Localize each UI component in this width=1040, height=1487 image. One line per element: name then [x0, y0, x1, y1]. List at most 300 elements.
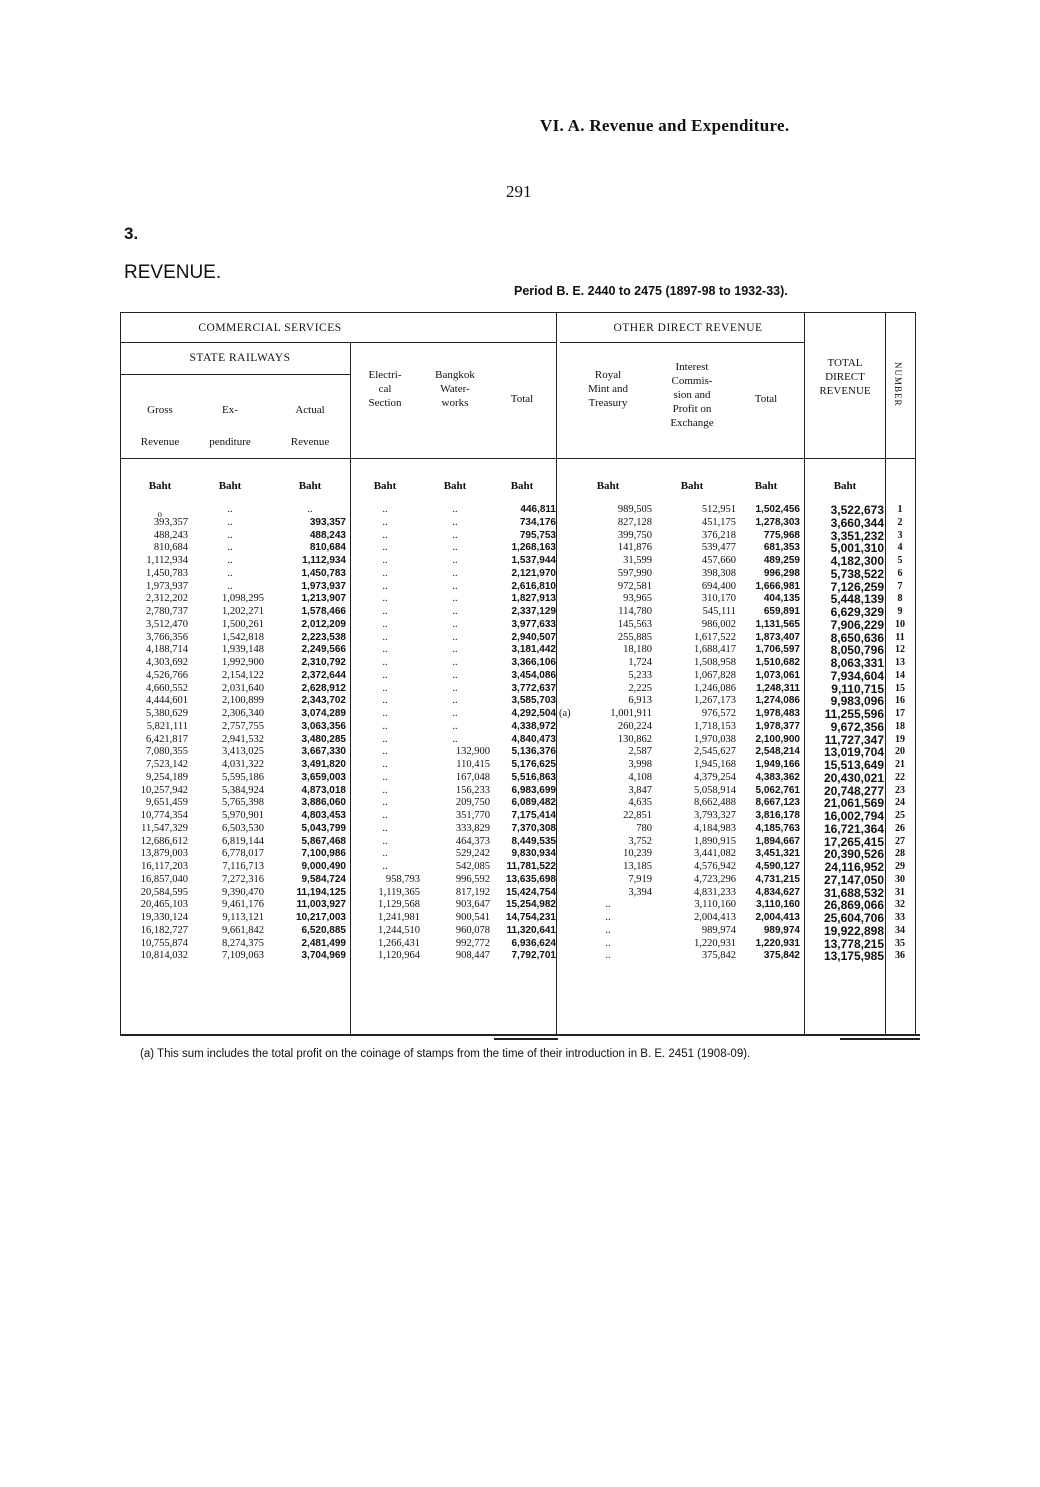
cell-expenditure: .. [227, 542, 233, 554]
cell-gross: 20,584,595 [140, 886, 188, 898]
cell-total-direct: 16,002,794 [823, 809, 884, 823]
cell-interest: 3,793,327 [694, 810, 736, 821]
rule [494, 1038, 558, 1040]
cell-total-other: 681,353 [763, 542, 800, 554]
cell-gross: 5,380,629 [146, 708, 188, 719]
cell-total-comm: 3,772,637 [511, 682, 556, 694]
cell-total-direct: 19,922,898 [823, 923, 884, 938]
cell-total-other: 1,278,303 [755, 516, 800, 528]
cell-total-other: 4,383,362 [755, 771, 800, 783]
cell-total-direct: 20,748,277 [823, 783, 884, 798]
cell-expenditure: 2,306,340 [222, 708, 264, 719]
cell-total-comm: 14,754,231 [505, 912, 556, 923]
rule [885, 312, 886, 1034]
cell-bangkok: .. [452, 631, 458, 643]
row-number: 9 [897, 606, 903, 617]
cell-electrical: .. [382, 567, 388, 579]
cell-gross: 10,774,354 [140, 810, 188, 821]
cell-actual: 2,310,792 [301, 657, 346, 668]
cell-gross: 12,686,612 [140, 835, 188, 847]
cell-gross: 3,766,356 [146, 631, 188, 643]
cell-actual: 5,867,468 [301, 835, 346, 847]
cell-total-direct: 24,116,952 [824, 860, 884, 874]
cell-gross: 10,755,874 [140, 937, 188, 949]
cell-expenditure: .. [227, 529, 233, 541]
cell-expenditure: .. [227, 567, 233, 579]
cell-gross: 9,651,459 [146, 797, 188, 809]
cell-actual: 810,684 [309, 542, 346, 554]
cell-gross: 810,684 [153, 542, 188, 554]
cell-total-other: 1,978,377 [755, 720, 800, 732]
cell-gross: 7,523,142 [146, 759, 188, 770]
cell-interest: 512,951 [701, 504, 736, 515]
cell-bangkok: 903,647 [455, 899, 490, 911]
cell-bangkok: .. [452, 708, 458, 719]
cell-total-direct: 3,351,232 [830, 528, 884, 543]
cell-total-direct: 15,513,649 [823, 758, 884, 772]
cell-total-comm: 7,792,701 [511, 950, 556, 962]
cell-expenditure: 6,819,144 [222, 835, 264, 847]
row-number: 1 [897, 504, 903, 515]
cell-total-comm: 3,366,106 [511, 657, 556, 668]
cell-total-comm: 5,516,863 [511, 771, 556, 783]
unit-label: Baht [298, 480, 322, 492]
cell-actual: 2,012,209 [301, 618, 346, 630]
cell-total-other: 1,220,931 [755, 937, 800, 949]
row-number: 27 [895, 835, 905, 847]
cell-total-comm: 3,454,086 [511, 669, 556, 681]
cell-gross: 10,814,032 [140, 950, 188, 962]
note-marker: (a) [559, 708, 571, 719]
cell-actual: 11,003,927 [296, 899, 346, 911]
section-heading: VI. A. Revenue and Expenditure. [540, 116, 790, 135]
cell-royal-mint: 93,965 [623, 593, 652, 605]
cell-total-other: 775,968 [763, 529, 800, 541]
cell-total-comm: 9,830,934 [511, 848, 556, 860]
cell-total-comm: 446,811 [520, 504, 556, 515]
period-label: Period B. E. 2440 to 2475 (1897-98 to 1932-33). [514, 284, 788, 298]
row-number: 28 [895, 848, 905, 860]
cell-gross: 16,857,040 [140, 873, 188, 885]
cell-electrical: .. [382, 593, 388, 605]
cell-actual: 1,213,907 [301, 593, 346, 605]
cell-actual: 3,667,330 [301, 746, 346, 758]
cell-total-direct: 6,629,329 [830, 605, 884, 619]
cell-total-other: 2,100,900 [755, 733, 800, 745]
cell-total-other: 1,706,597 [755, 644, 800, 656]
cell-electrical: .. [382, 797, 388, 809]
cell-total-other: 489,259 [763, 555, 800, 566]
cell-expenditure: 5,595,186 [222, 771, 264, 783]
cell-electrical: .. [382, 618, 388, 630]
cell-gross: 4,444,601 [146, 695, 188, 707]
cell-interest: 1,718,153 [694, 720, 736, 732]
cell-total-direct: 4,182,300 [830, 554, 884, 568]
cell-total-comm: 2,616,810 [511, 580, 556, 592]
rule [120, 458, 915, 459]
cell-bangkok: 529,242 [455, 848, 490, 860]
cell-gross: 1,450,783 [146, 567, 188, 579]
col-header-royal-mint: Royal Mint and Treasury [587, 369, 629, 409]
cell-bangkok: .. [452, 644, 458, 656]
col-header-actual: Actual Revenue [290, 404, 330, 448]
rule [560, 342, 804, 343]
group-other-direct-revenue: OTHER DIRECT REVENUE [613, 322, 763, 334]
cell-total-other: 1,502,456 [755, 504, 800, 515]
cell-gross: 2,312,202 [146, 593, 188, 605]
cell-interest: 2,004,413 [694, 912, 736, 923]
cell-total-other: 1,131,565 [755, 618, 800, 630]
unit-label: Baht [510, 480, 534, 492]
cell-interest: 976,572 [701, 708, 736, 719]
row-number: 26 [895, 822, 905, 834]
cell-expenditure: 2,100,899 [222, 695, 264, 707]
cell-interest: 5,058,914 [694, 784, 736, 796]
cell-electrical: 1,266,431 [378, 937, 420, 949]
cell-mark: o [157, 509, 162, 519]
cell-gross: 16,182,727 [140, 924, 188, 936]
cell-total-other: 4,185,763 [755, 822, 800, 834]
cell-actual: 6,520,885 [301, 924, 346, 936]
cell-bangkok: .. [452, 504, 458, 515]
cell-royal-mint: 3,394 [628, 886, 652, 898]
cell-royal-mint: 260,224 [617, 720, 652, 732]
cell-royal-mint: 597,990 [617, 567, 652, 579]
cell-total-other: 3,816,178 [755, 810, 800, 821]
rule [120, 312, 121, 1034]
cell-electrical: .. [382, 631, 388, 643]
cell-interest: 3,441,082 [694, 848, 736, 860]
cell-electrical: .. [382, 861, 388, 872]
row-number: 10 [895, 618, 905, 630]
cell-interest: 4,576,942 [694, 861, 736, 872]
cell-bangkok: .. [452, 657, 458, 668]
row-number: 31 [895, 886, 905, 898]
cell-actual: 3,491,820 [301, 759, 346, 770]
row-number: 21 [895, 759, 905, 770]
cell-interest: 1,688,417 [694, 644, 736, 656]
rule [120, 312, 915, 313]
cell-total-other: 404,135 [763, 593, 800, 605]
cell-expenditure: 5,384,924 [222, 784, 264, 796]
cell-actual: 4,803,453 [301, 810, 346, 821]
cell-total-other: 1,666,981 [755, 580, 800, 592]
cell-total-comm: 2,940,507 [511, 631, 556, 643]
cell-gross: 10,257,942 [140, 784, 188, 796]
table-title: REVENUE. [124, 262, 222, 283]
row-number: 17 [895, 708, 905, 719]
rule [120, 1034, 920, 1036]
cell-actual: 5,043,799 [301, 822, 346, 834]
cell-total-direct: 11,727,347 [824, 732, 884, 747]
cell-actual: 393,357 [309, 516, 346, 528]
col-header-total-other: Total [754, 393, 778, 405]
cell-electrical: .. [382, 555, 388, 566]
cell-gross: 4,188,714 [146, 644, 188, 656]
cell-expenditure: 9,461,176 [222, 899, 264, 911]
cell-gross: 6,421,817 [146, 733, 188, 745]
cell-electrical: .. [382, 657, 388, 668]
cell-total-comm: 5,136,376 [511, 746, 556, 758]
cell-expenditure: 7,272,316 [222, 873, 264, 885]
cell-interest: 375,842 [701, 950, 736, 962]
cell-actual: 3,074,289 [301, 708, 346, 719]
cell-actual: 11,194,125 [296, 886, 346, 898]
cell-royal-mint: .. [605, 899, 611, 911]
cell-electrical: .. [382, 771, 388, 783]
footnote: (a) This sum includes the total profit on the coinage of stamps from the time of their introduction in B. E. 2451 (1908-09). [140, 1048, 751, 1060]
cell-interest: 4,831,233 [694, 886, 736, 898]
cell-total-comm: 5,176,625 [511, 759, 556, 770]
cell-total-direct: 20,390,526 [823, 847, 884, 862]
cell-total-direct: 17,265,415 [823, 834, 884, 849]
cell-actual: 2,223,538 [301, 631, 346, 643]
cell-total-other: 1,274,086 [755, 695, 800, 707]
cell-gross: 488,243 [153, 529, 188, 541]
cell-gross: 13,879,003 [140, 848, 188, 860]
cell-expenditure: 2,031,640 [222, 682, 264, 694]
cell-bangkok: 900,541 [455, 912, 490, 923]
cell-bangkok: .. [452, 555, 458, 566]
cell-total-comm: 1,268,163 [511, 542, 556, 554]
cell-actual: 7,100,986 [301, 848, 346, 860]
cell-royal-mint: 10,239 [623, 848, 652, 860]
cell-royal-mint: 1,001,911 [610, 708, 652, 719]
cell-bangkok: .. [452, 733, 458, 745]
cell-electrical: .. [382, 848, 388, 860]
row-number: 29 [895, 861, 905, 872]
page-number: 291 [506, 182, 532, 201]
row-number: 18 [895, 720, 905, 732]
cell-total-other: 659,891 [763, 606, 800, 617]
cell-bangkok: .. [452, 529, 458, 541]
cell-interest: 1,267,173 [694, 695, 736, 707]
cell-actual: 1,973,937 [301, 580, 346, 592]
cell-interest: 986,002 [701, 618, 736, 630]
cell-bangkok: .. [452, 682, 458, 694]
cell-electrical: .. [382, 542, 388, 554]
cell-total-comm: 8,449,535 [511, 835, 556, 847]
cell-total-comm: 6,089,482 [511, 797, 556, 809]
cell-total-comm: 6,936,624 [511, 937, 556, 949]
cell-gross: 4,303,692 [146, 657, 188, 668]
cell-expenditure: 1,500,261 [222, 618, 264, 630]
cell-total-comm: 11,781,522 [506, 861, 556, 872]
cell-electrical: 1,129,568 [378, 899, 420, 911]
cell-total-comm: 3,977,633 [511, 618, 556, 630]
cell-electrical: .. [382, 516, 388, 528]
cell-electrical: 1,119,365 [378, 886, 420, 898]
cell-total-direct: 21,061,569 [823, 796, 884, 811]
cell-royal-mint: 13,185 [623, 861, 652, 872]
cell-actual: 2,343,702 [301, 695, 346, 707]
cell-actual: 10,217,003 [295, 912, 346, 923]
cell-total-comm: 795,753 [519, 529, 556, 541]
cell-total-other: 375,842 [763, 950, 800, 962]
cell-bangkok: 908,447 [455, 950, 490, 962]
cell-bangkok: .. [452, 720, 458, 732]
cell-gross: 7,080,355 [146, 746, 188, 758]
cell-expenditure: 5,970,901 [222, 810, 264, 821]
cell-total-comm: 1,827,913 [511, 593, 556, 605]
cell-expenditure: 9,113,121 [222, 912, 264, 923]
cell-total-other: 1,949,166 [755, 759, 800, 770]
cell-gross: 11,547,329 [141, 822, 188, 834]
cell-total-other: 989,974 [763, 924, 800, 936]
cell-expenditure: 1,939,148 [222, 644, 264, 656]
cell-bangkok: 464,373 [455, 835, 490, 847]
cell-interest: 1,508,958 [694, 657, 736, 668]
cell-total-direct: 8,650,636 [830, 630, 884, 645]
cell-total-direct: 7,934,604 [830, 668, 884, 683]
cell-total-direct: 8,063,331 [830, 656, 884, 670]
cell-actual: 1,112,934 [302, 555, 346, 566]
cell-total-direct: 5,738,522 [830, 566, 884, 581]
cell-total-direct: 13,778,215 [823, 936, 884, 951]
cell-expenditure: .. [227, 580, 233, 592]
cell-bangkok: .. [452, 606, 458, 617]
row-number: 6 [897, 567, 903, 579]
col-header-expenditure: Ex- penditure [209, 404, 251, 448]
cell-expenditure: 2,757,755 [222, 720, 264, 732]
cell-actual: 2,628,912 [301, 682, 346, 694]
col-header-electrical: Electri- cal Section [368, 369, 402, 409]
cell-total-direct: 7,126,259 [830, 579, 884, 594]
cell-gross: 3,512,470 [146, 618, 188, 630]
cell-actual: 1,578,466 [301, 606, 346, 617]
col-header-total-comm: Total [510, 393, 534, 405]
cell-total-comm: 11,320,641 [506, 924, 556, 936]
col-header-bangkok: Bangkok Water- works [435, 369, 475, 409]
cell-interest: 2,545,627 [694, 746, 736, 758]
cell-royal-mint: 5,233 [628, 669, 652, 681]
cell-expenditure: 6,503,530 [222, 822, 264, 834]
cell-total-other: 2,548,214 [755, 746, 800, 758]
cell-total-direct: 13,175,985 [823, 949, 884, 964]
cell-actual: 488,243 [309, 529, 346, 541]
cell-electrical: .. [382, 644, 388, 656]
cell-royal-mint: 1,724 [628, 657, 652, 668]
row-number: 23 [895, 784, 905, 796]
unit-label: Baht [680, 480, 704, 492]
cell-electrical: .. [382, 759, 388, 770]
cell-royal-mint: 114,780 [618, 606, 652, 617]
cell-total-direct: 5,448,139 [830, 592, 884, 607]
cell-gross: 19,330,124 [140, 912, 188, 923]
row-number: 16 [895, 695, 905, 707]
row-number: 34 [895, 924, 905, 936]
cell-bangkok: .. [452, 618, 458, 630]
cell-royal-mint: 780 [636, 822, 652, 834]
row-number: 8 [897, 593, 903, 605]
row-number: 3 [897, 529, 903, 541]
cell-expenditure: .. [227, 504, 233, 515]
row-number: 35 [895, 937, 905, 949]
cell-electrical: 1,244,510 [378, 924, 420, 936]
cell-total-other: 8,667,123 [755, 797, 800, 809]
cell-bangkok: 992,772 [455, 937, 490, 949]
cell-royal-mint: 2,225 [628, 682, 652, 694]
cell-royal-mint: 2,587 [628, 746, 652, 758]
cell-actual: 9,000,490 [301, 861, 346, 872]
cell-bangkok: .. [452, 593, 458, 605]
row-number: 20 [895, 746, 905, 758]
cell-royal-mint: 972,581 [617, 580, 652, 592]
cell-total-other: 1,894,667 [755, 835, 800, 847]
cell-electrical: .. [382, 746, 388, 758]
cell-expenditure: 1,098,295 [222, 593, 264, 605]
cell-total-comm: 4,292,504 [511, 708, 556, 719]
cell-electrical: .. [382, 708, 388, 719]
cell-interest: 451,175 [701, 516, 736, 528]
cell-gross: 5,821,111 [146, 720, 188, 732]
cell-total-other: 1,248,311 [756, 682, 800, 694]
cell-actual: 3,704,969 [301, 950, 346, 962]
cell-bangkok: 333,829 [455, 822, 490, 834]
unit-label: Baht [833, 480, 857, 492]
cell-royal-mint: 4,108 [628, 771, 652, 783]
unit-label: Baht [596, 480, 620, 492]
unit-label: Baht [754, 480, 778, 492]
cell-electrical: .. [382, 720, 388, 732]
row-number: 5 [897, 555, 903, 566]
cell-total-other: 1,978,483 [755, 708, 800, 719]
cell-total-direct: 16,721,364 [823, 821, 884, 836]
cell-actual: .. [307, 504, 313, 515]
cell-bangkok: 996,592 [455, 873, 490, 885]
cell-royal-mint: 31,599 [623, 555, 652, 566]
cell-interest: 539,477 [701, 542, 736, 554]
row-number: 19 [895, 733, 905, 745]
row-number: 12 [895, 644, 905, 656]
cell-electrical: .. [382, 669, 388, 681]
cell-expenditure: 9,390,470 [222, 886, 264, 898]
cell-royal-mint: 3,752 [628, 835, 652, 847]
cell-expenditure: 2,941,532 [222, 733, 264, 745]
cell-interest: 4,184,983 [694, 822, 736, 834]
cell-gross: 1,112,934 [146, 555, 188, 566]
cell-total-direct: 8,050,796 [830, 643, 884, 658]
cell-total-comm: 6,983,699 [511, 784, 556, 796]
cell-interest: 1,617,522 [694, 631, 736, 643]
row-number: 4 [897, 542, 903, 554]
cell-total-comm: 2,337,129 [511, 606, 556, 617]
cell-electrical: .. [382, 529, 388, 541]
col-header-interest: Interest Commis- sion and Profit on Exchange [670, 361, 714, 429]
cell-bangkok: 110,415 [456, 759, 490, 770]
cell-total-comm: 3,181,442 [511, 644, 556, 656]
cell-royal-mint: .. [605, 912, 611, 923]
cell-interest: 989,974 [701, 924, 736, 936]
cell-royal-mint: 6,913 [628, 695, 652, 707]
cell-interest: 310,170 [701, 593, 736, 605]
cell-total-other: 5,062,761 [755, 784, 800, 796]
cell-royal-mint: 141,876 [617, 542, 652, 554]
cell-total-comm: 15,254,982 [505, 899, 556, 911]
cell-gross: 1,973,937 [146, 580, 188, 592]
cell-total-other: 3,451,321 [755, 848, 800, 860]
cell-total-direct: 13,019,704 [823, 745, 884, 760]
cell-actual: 2,249,566 [301, 644, 346, 656]
cell-bangkok: 542,085 [455, 861, 490, 872]
cell-expenditure: 1,202,271 [222, 606, 264, 617]
rule [120, 374, 350, 375]
cell-gross: 4,526,766 [146, 669, 188, 681]
cell-total-direct: 3,522,673 [830, 503, 884, 517]
cell-total-comm: 15,424,754 [505, 886, 556, 898]
cell-actual: 3,480,285 [301, 733, 346, 745]
cell-electrical: .. [382, 733, 388, 745]
